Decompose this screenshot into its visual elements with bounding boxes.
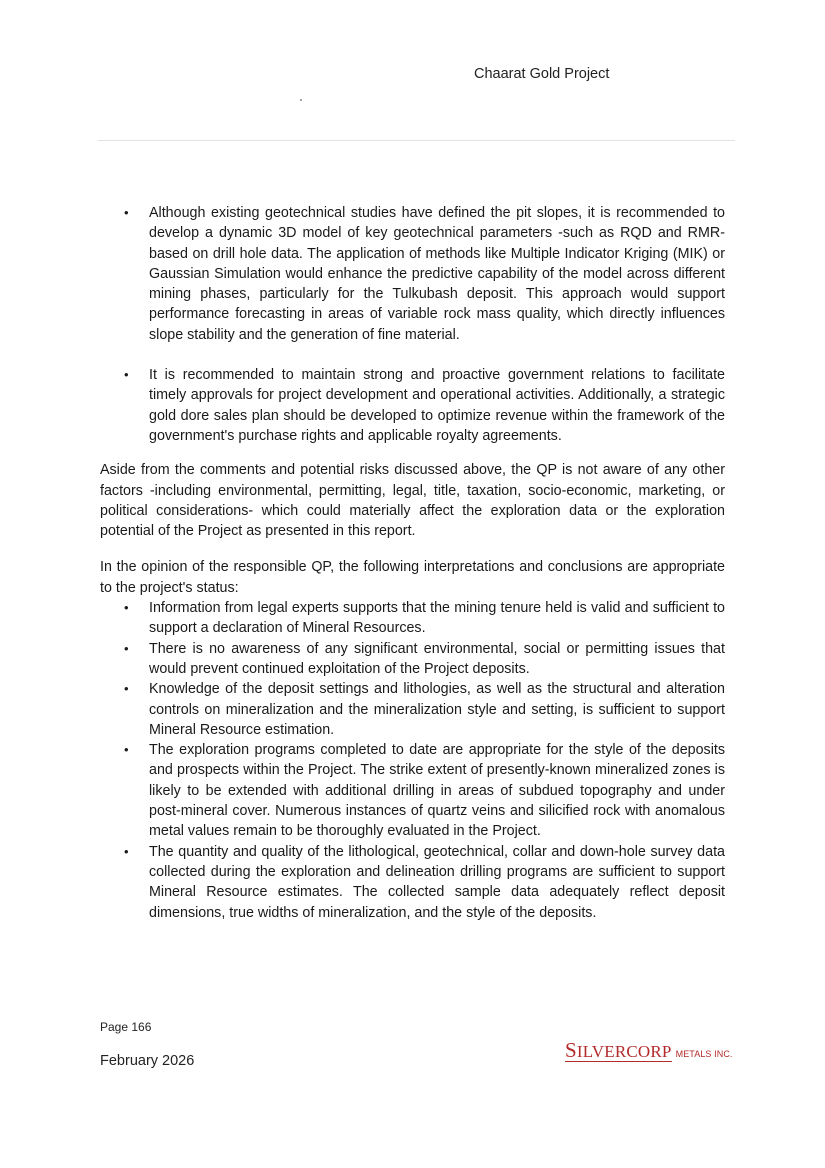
list-item-text: Although existing geotechnical studies have defined the pit slopes, it is recommended to develop a dynamic 3D model of key geotechnical parameters -such as RQD and RMR- based on drill hole data. The application of methods like Multiple Indicator Kriging (MIK) or Gaussian Simulation would enhance the predictive capability of the model across different mining phases, particularly for the Tulkubash deposit. This approach would support performance forecasting in areas of variable rock mass quality, which directly influences slope stability and the generation of fine material. bbox=[149, 205, 725, 343]
logo-initial: S bbox=[565, 1038, 577, 1062]
list-item-text: There is no awareness of any significant environmental, social or permitting issues that would prevent continued exploitation of the Project deposits. bbox=[149, 640, 725, 677]
paragraph-qp-opinion: In the opinion of the responsible QP, the following interpretations and conclusions are appropriate to the project's status: bbox=[100, 559, 725, 596]
page-number: Page 166 bbox=[100, 1020, 152, 1034]
header-mark bbox=[300, 99, 302, 101]
list-item bbox=[124, 365, 725, 446]
paragraph-other-factors: Aside from the comments and potential risks discussed above, the QP is not aware of any other factors -including environmental, permitting, legal, title, taxation, socio-economic, marketing, or political considerations- which could materially affect the exploration data or the exploration potential of the Project as presented in this report. bbox=[100, 462, 725, 540]
bullet-icon: • bbox=[124, 367, 129, 383]
bullet-icon: • bbox=[124, 205, 129, 220]
bullet-icon: • bbox=[124, 600, 129, 616]
company-logo bbox=[565, 1038, 733, 1062]
list-item bbox=[124, 639, 725, 680]
logo-name: ILVERCORP bbox=[576, 1042, 672, 1061]
bullet-icon: • bbox=[124, 843, 129, 859]
list-item-text: Information from legal experts supports that the mining tenure held is valid and sufficient to support a declaration of Mineral Resources. bbox=[149, 600, 725, 637]
bullet-icon: • bbox=[124, 742, 129, 758]
footer-date: February 2026 bbox=[100, 1053, 195, 1069]
list-item-text: The exploration programs completed to date are appropriate for the style of the deposits and prospects within the Project. The strike extent of presently-known mineralized zones is likely to be extended with additional drilling in areas of subdued topography and under post-mineral cover. Numerous instances of quartz veins and silicified rock with anomalous metal values remain to be thoroughly evaluated in the Project. bbox=[149, 742, 725, 840]
list-item-text: It is recommended to maintain strong and proactive government relations to facilitate timely approvals for project development and operational activities. Additionally, a strategic gold dore sales plan should be developed to optimize revenue within the framework of the government's purchase rights and applicable royalty agreements. bbox=[149, 367, 725, 444]
header-divider bbox=[98, 140, 735, 141]
conclusions-list bbox=[100, 598, 725, 923]
list-item bbox=[124, 598, 725, 639]
logo-wordmark bbox=[565, 1038, 672, 1062]
list-item bbox=[124, 679, 725, 740]
bullet-icon: • bbox=[124, 640, 129, 656]
recommendations-list bbox=[100, 203, 725, 446]
list-item bbox=[124, 842, 725, 923]
list-item-text: The quantity and quality of the lithological, geotechnical, collar and down-hole survey data collected during the exploration and delineation drilling programs are sufficient to support Mineral Resource estimates. The collected sample data adequately reflect deposit dimensions, true widths of mineralization, and the style of the deposits. bbox=[149, 843, 725, 921]
page-header-title: Chaarat Gold Project bbox=[474, 66, 610, 82]
list-item bbox=[124, 203, 725, 345]
list-item-text: Knowledge of the deposit settings and lithologies, as well as the structural and alteration controls on mineralization and the mineralization style and setting, is sufficient to support Mineral Resource estimation. bbox=[149, 681, 725, 738]
bullet-icon: • bbox=[124, 681, 129, 697]
page-body bbox=[100, 203, 725, 923]
logo-suffix: METALS INC. bbox=[675, 1049, 733, 1059]
list-item bbox=[124, 740, 725, 841]
